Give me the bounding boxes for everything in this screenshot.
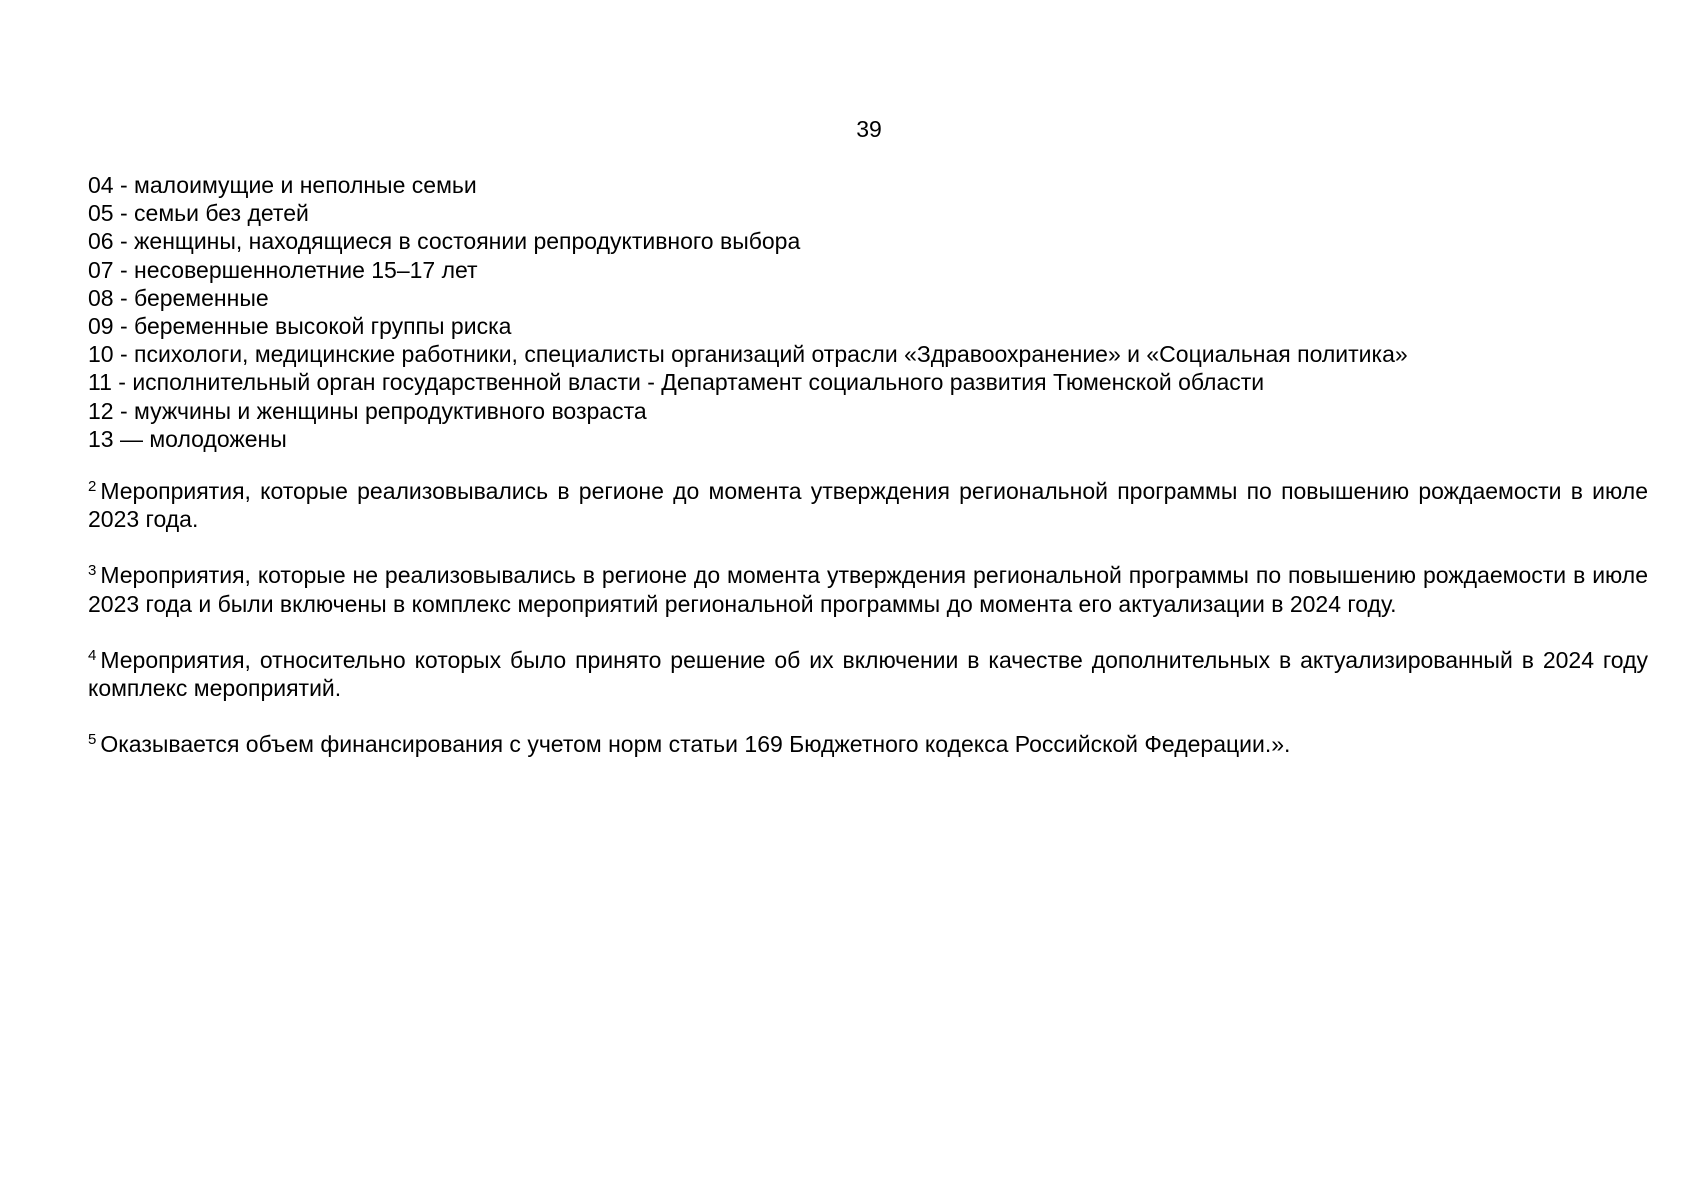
recipient-code-list — [88, 171, 1648, 453]
footnote-text: Оказывается объем финансирования с учетом норм статьи 169 Бюджетного кодекса Российской Федерации.». — [100, 731, 1291, 758]
list-item: 05 - семьи без детей — [88, 200, 309, 227]
footnote-mark: 5 — [88, 731, 97, 749]
footnote — [88, 561, 1648, 617]
list-item: 04 - малоимущие и неполные семьи — [88, 172, 477, 198]
footnote — [88, 477, 1648, 533]
list-item: 06 - женщины, находящиеся в состоянии репродуктивного выбора — [88, 228, 801, 255]
footnote-mark: 2 — [88, 478, 97, 495]
list-item: 13 — молодожены — [88, 425, 287, 452]
footnote-text: Мероприятия, которые реализовывались в регионе до момента утверждения региональной программы по повышению рождаемости в июле 2023 года. — [88, 478, 1648, 533]
footnote-mark: 4 — [88, 646, 97, 664]
list-item: 10 - психологи, медицинские работники, специалисты организаций отрасли «Здравоохранение» и «Социальная политика» — [88, 341, 1408, 368]
list-item: 11 - исполнительный орган государственной власти - Департамент социального развития Тюменской области — [88, 369, 1265, 396]
list-item: 09 - беременные высокой группы риска — [88, 313, 512, 340]
list-item: 12 - мужчины и женщины репродуктивного возраста — [88, 397, 647, 424]
footnote — [88, 646, 1648, 702]
footnotes — [88, 477, 1648, 786]
footnote-text: Мероприятия, которые не реализовывались в регионе до момента утверждения региональной программы по повышению рождаемости в июле 2023 года и были включены в комплекс мероприятий региональной программы до момента его актуализации в 2024 году. — [88, 562, 1648, 617]
list-item: 07 - несовершеннолетние 15–17 лет — [88, 256, 478, 283]
page-number: 39 — [856, 116, 882, 142]
list-item: 08 - беременные — [88, 284, 269, 311]
footnote — [88, 730, 1648, 758]
footnote-text: Мероприятия, относительно которых было принято решение об их включении в качестве дополнительных в актуализированный в 2024 году комплекс мероприятий. — [88, 646, 1648, 702]
footnote-mark: 3 — [88, 562, 97, 580]
